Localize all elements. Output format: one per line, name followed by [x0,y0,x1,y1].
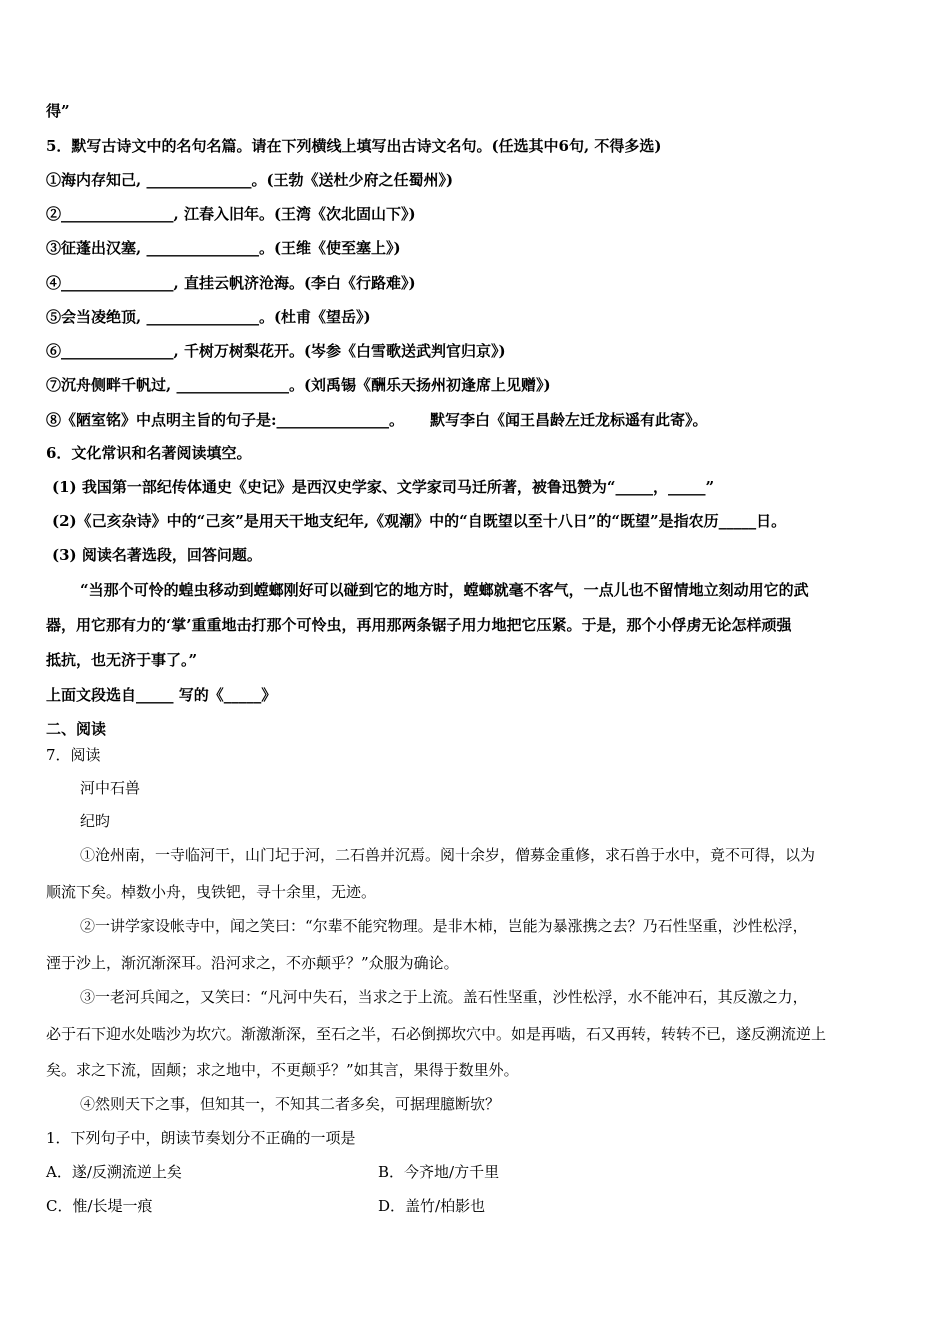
q5-item-4: ④_______________, 直挂云帆济沧海。(李白《行路难》) [46,274,416,292]
option-c: C．惟/长堤一痕 [46,1197,153,1215]
passage-para-3-line-1: ③一老河兵闻之，又笑曰：“凡河中失石，当求之于上流。盖石性坚重，沙性松浮，水不能冲石，其反激之力， [80,988,808,1006]
passage-title: 河中石兽 [80,779,141,797]
passage-para-1-line-2: 顺流下矣。棹数小舟，曳铁钯，寻十余里，无迹。 [46,883,377,901]
passage-para-1-line-1: ①沧州南，一寺临河干，山门圮于河，二石兽并沉焉。阅十余岁，僧募金重修，求石兽于水中，竟不可得，以为 [80,846,816,864]
option-b: B．今齐地/方千里 [378,1163,500,1181]
continuation-line: 得” [46,102,70,120]
q5-item-7: ⑦沉舟侧畔千帆过, _______________。(刘禹锡《酬乐天扬州初逢席上见赠》) [46,376,551,394]
option-a: A．遂/反溯流逆上矣 [46,1163,182,1181]
q6-sub-3: (3) 阅读名著选段，回答问题。 [52,546,262,564]
passage-para-2-line-2: 湮于沙上，渐沉渐深耳。沿河求之，不亦颠乎？”众服为确论。 [46,954,459,972]
passage-para-3-line-2: 必于石下迎水处啮沙为坎穴。渐激渐深，至石之半，石必倒掷坎穴中。如是再啮，石又再转，转转不已，遂反溯流逆上 [46,1025,827,1043]
q5-item-2: ②_______________, 江春入旧年。(王湾《次北固山下》) [46,205,416,223]
q5-item-8 [46,410,708,430]
q6-prompt: 6．文化常识和名著阅读填空。 [46,444,252,462]
q6-sub-1: (1) 我国第一部纪传体通史《史记》是西汉史学家、文学家司马迁所著，被鲁迅赞为“_____，_____” [52,478,715,496]
q7-sub-question-1: 1．下列句子中，朗读节奏划分不正确的一项是 [46,1129,356,1147]
quote-line-1: “当那个可怜的蝗虫移动到螳螂刚好可以碰到它的地方时，螳螂就毫不客气，一点儿也不留情地立刻动用它的武 [80,581,809,599]
passage-para-3-line-3: 矣。求之下流，固颠；求之地中，不更颠乎？”如其言，果得于数里外。 [46,1061,519,1079]
quote-line-3: 抵抗，也无济于事了。” [46,651,198,669]
q5-item-6: ⑥_______________, 千树万树梨花开。(岑参《白雪歌送武判官归京》) [46,342,506,360]
passage-author: 纪昀 [80,812,111,830]
q5-item-3: ③征蓬出汉塞, _______________。(王维《使至塞上》) [46,239,401,257]
q7-label: 7．阅读 [46,746,101,764]
passage-para-2-line-1: ②一讲学家设帐寺中，闻之笑曰：“尔辈不能究物理。是非木杮，岂能为暴涨携之去？乃石性坚重，沙性松浮， [80,917,808,935]
q5-prompt: 5．默写古诗文中的名句名篇。请在下列横线上填写出古诗文名句。(任选其中6句, 不得多选) [46,137,662,155]
passage-para-4: ④然则天下之事，但知其一，不知其二者多矣，可据理臆断欤？ [80,1095,501,1113]
q5-item-8-part-a: ⑧《陋室铭》中点明主旨的句子是:_______________。 [46,411,405,429]
q5-item-8-part-b: 默写李白《闻王昌龄左迁龙标遥有此寄》。 [430,411,708,429]
section-two-heading: 二、阅读 [46,720,107,738]
q5-item-5: ⑤会当凌绝顶, _______________。(杜甫《望岳》) [46,308,371,326]
q5-item-1: ①海内存知己, ______________。(王勃《送杜少府之任蜀州》) [46,171,454,189]
quote-line-2: 器，用它那有力的‘掌’重重地击打那个可怜虫，再用那两条锯子用力地把它压紧。于是，那个小俘虏无论怎样顽强 [46,616,792,634]
q6-source-line: 上面文段选自_____ 写的《_____》 [46,686,277,704]
q6-sub-2: (2)《己亥杂诗》中的“己亥”是用天干地支纪年,《观潮》中的“自既望以至十八日”的“既望”是指农历_____日。 [52,512,787,530]
option-d: D．盖竹/柏影也 [378,1197,486,1215]
